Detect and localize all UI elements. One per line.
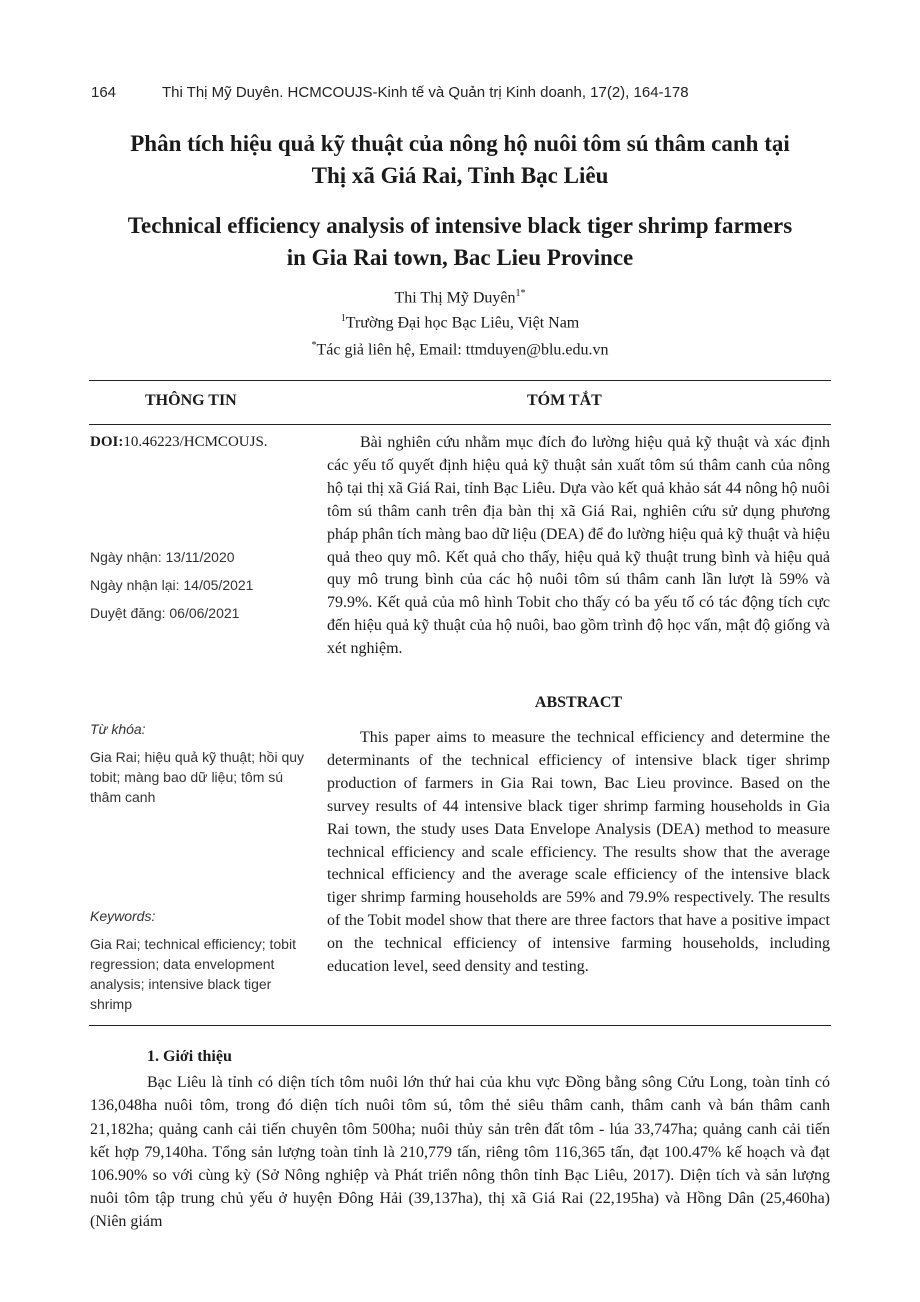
title-en-line-1: Technical efficiency analysis of intensive black tiger shrimp farmers bbox=[127, 213, 793, 238]
affiliation bbox=[60, 308, 860, 334]
journal-citation: Thi Thị Mỹ Duyên. HCMCOUJS-Kinh tế và Quản trị Kinh doanh, 17(2), 164-178 bbox=[161, 84, 689, 101]
date-revised: Ngày nhận lại: 14/05/2021 bbox=[90, 577, 254, 593]
bottom-rule bbox=[89, 1025, 831, 1026]
keywords-en bbox=[90, 906, 312, 1014]
author-marks: 1* bbox=[515, 288, 526, 299]
header-rule bbox=[89, 424, 831, 425]
doi-value: 10.46223/HCMCOUJS. bbox=[123, 434, 268, 450]
section-1-body: Bạc Liêu là tỉnh có diện tích tôm nuôi lớn thứ hai của khu vực Đồng bằng sông Cửu Long, toàn tỉnh có 136,048ha nuôi tôm, trong đó diện tích nuôi tôm sú, tôm thẻ siêu thâm canh, thâm canh và bán thâm canh 21,182ha; quảng canh cải tiến chuyên tôm 500ha; nuôi thủy sản trên đất tôm - lúa 33,747ha; quảng canh cải tiến kết hợp 79,140ha. Tổng sản lượng toàn tỉnh là 210,779 tấn, riêng tôm 116,365 tấn, đạt 100.47% kế hoạch và đạt 106.90% so với cùng kỳ (Sở Nông nghiệp và Phát triển nông thôn tỉnh Bạc Liêu, 2017). Diện tích và sản lượng nuôi tôm tập trung chủ yếu ở huyện Đông Hải (39,137ha), thị xã Giá Rai (22,195ha) và Hồng Dân (25,460ha) (Niên giám bbox=[90, 1074, 830, 1231]
info-heading: THÔNG TIN bbox=[145, 392, 237, 409]
keywords-vi-text: Gia Rai; hiệu quả kỹ thuật; hồi quy tobit; màng bao dữ liệu; tôm sú thâm canh bbox=[90, 749, 305, 805]
running-header bbox=[91, 84, 689, 101]
section-1-heading: 1. Giới thiệu bbox=[147, 1048, 232, 1065]
date-accepted: Duyệt đăng: 06/06/2021 bbox=[90, 605, 240, 621]
affiliation-mark: 1 bbox=[340, 313, 346, 325]
corresponding-text: Tác giả liên hệ, Email: ttmduyen@blu.edu.vn bbox=[316, 340, 609, 358]
summary-vi-text: Bài nghiên cứu nhằm mục đích đo lường hiệu quả kỹ thuật và xác định các yếu tố quyết định hiệu quả kỹ thuật sản xuất tôm sú thâm canh của nông hộ tại thị xã Giá Rai, tỉnh Bạc Liêu. Dựa vào kết quả khảo sát 44 nông hộ nuôi tôm sú thâm canh trên địa bàn thị xã Giá Rai, nghiên cứu sử dụng phương pháp phân tích màng bao dữ liệu (DEA) để đo lường hiệu quả kỹ thuật và hiệu quả theo quy mô. Kết quả cho thấy, hiệu quả kỹ thuật trung bình và hiệu quả quy mô trung bình của các hộ nuôi tôm sú thâm canh lần lượt là 59% và 79.9%. Kết quả của mô hình Tobit cho thấy có ba yếu tố có tác động tích cực đến hiệu quả kỹ thuật của hộ nuôi, bao gồm trình độ học vấn, mật độ giống và xét nghiệm. bbox=[327, 434, 831, 658]
author-name: Thi Thị Mỹ Duyên bbox=[394, 289, 516, 307]
abstract-heading: ABSTRACT bbox=[534, 694, 623, 711]
section-introduction bbox=[90, 1045, 830, 1234]
keywords-en-label: Keywords: bbox=[90, 908, 156, 924]
keywords-en-text: Gia Rai; technical efficiency; tobit regression; data envelopment analysis; intensive black tiger shrimp bbox=[90, 936, 296, 1012]
title-vi-line-2: Thị xã Giá Rai, Tỉnh Bạc Liêu bbox=[311, 163, 609, 188]
article-dates bbox=[90, 543, 312, 627]
abstract-en bbox=[327, 727, 830, 979]
author-line bbox=[60, 284, 860, 308]
corresponding-mark: * bbox=[311, 339, 317, 351]
keywords-vi-label: Từ khóa: bbox=[90, 721, 146, 737]
doi bbox=[90, 434, 312, 451]
affiliation-text: Trường Đại học Bạc Liêu, Việt Nam bbox=[345, 314, 580, 332]
title-block bbox=[60, 128, 860, 361]
title-en-line-2: in Gia Rai town, Bac Lieu Province bbox=[286, 245, 634, 270]
abstract-en-text: This paper aims to measure the technical efficiency and determine the determinants of the technical efficiency of intensive black tiger shrimp production of farmers in Gia Rai town, Bac Lieu province. Based on the survey results of 44 intensive black tiger shrimp farming households in Gia Rai town, the study uses Data Envelope Analysis (DEA) method to measure technical efficiency and scale efficiency. The results show that the average technical efficiency and the average scale efficiency of the intensive black tiger shrimp farming households are 59% and 79.9% respectively. The results of the Tobit model show that there are three factors that have a positive impact on the technical efficiency of intensive farming households, including education level, seed density and testing. bbox=[327, 729, 830, 976]
title-vi-line-1: Phân tích hiệu quả kỹ thuật của nông hộ nuôi tôm sú thâm canh tại bbox=[130, 131, 790, 156]
top-rule bbox=[89, 380, 831, 381]
keywords-vi bbox=[90, 719, 312, 807]
title-english bbox=[60, 210, 860, 274]
corresponding-author bbox=[60, 335, 860, 361]
doi-label: DOI: bbox=[90, 434, 124, 450]
summary-vi bbox=[327, 432, 830, 661]
title-vietnamese bbox=[60, 128, 860, 192]
date-received: Ngày nhận: 13/11/2020 bbox=[90, 549, 235, 565]
summary-heading: TÓM TẮT bbox=[527, 392, 602, 409]
page-number: 164 bbox=[91, 84, 117, 101]
